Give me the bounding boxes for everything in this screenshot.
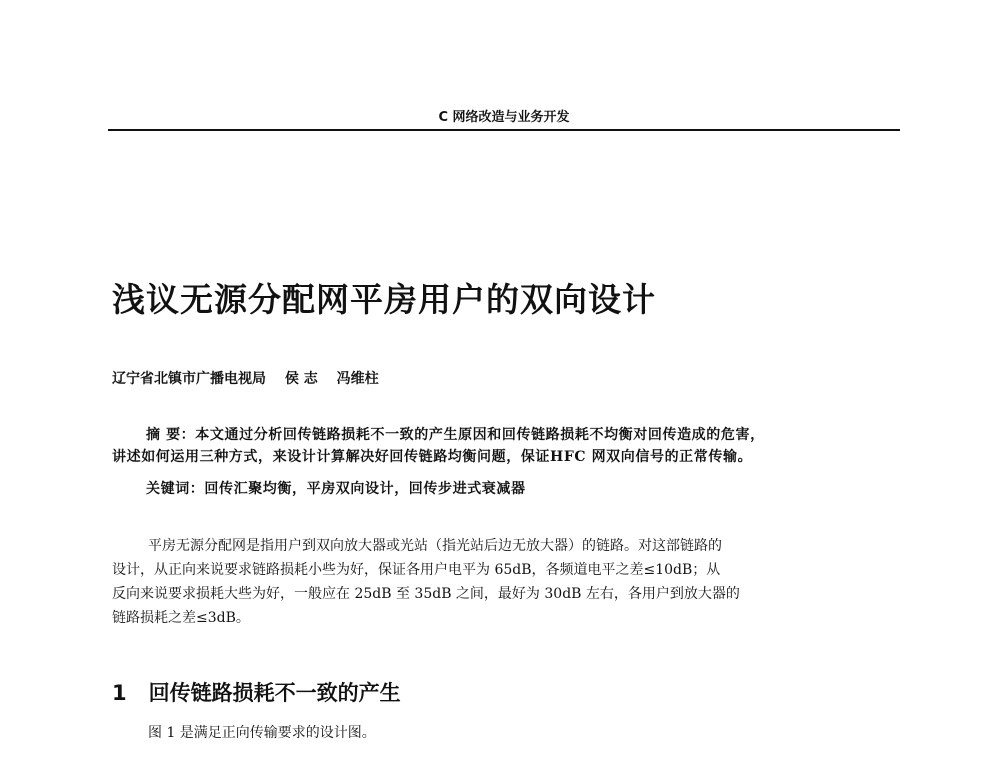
keywords: [146, 480, 526, 498]
author-1: 侯 志: [284, 371, 318, 387]
keywords-label: 关键词：: [146, 481, 205, 497]
abstract: [112, 424, 902, 468]
running-header: C 网络改造与业务开发: [438, 110, 570, 125]
section-number: 1: [112, 681, 127, 705]
intro-line-2: 设计，从正向来说要求链路损耗小些为好，保证各用户电平为 65dB，各频道电平之差≤10dB；从: [112, 562, 721, 578]
abstract-label: 摘 要：: [146, 427, 196, 443]
keywords-text: 回传汇聚均衡，平房双向设计，回传步进式衰减器: [204, 481, 526, 497]
header-rule: [108, 129, 900, 131]
section-1-paragraph: 图 1 是满足正向传输要求的设计图。: [148, 725, 376, 741]
section-1-heading: [112, 680, 401, 706]
affiliation: 辽宁省北镇市广播电视局: [112, 371, 266, 387]
abstract-text-1: 本文通过分析回传链路损耗不一致的产生原因和回传链路损耗不均衡对回传造成的危害，: [195, 427, 765, 443]
author-2: 冯维柱: [336, 371, 379, 387]
abstract-line-2: [112, 446, 902, 468]
intro-paragraph: [112, 534, 902, 630]
section-title: 回传链路损耗不一致的产生: [148, 681, 401, 705]
byline: [112, 370, 379, 388]
abstract-text-2: 讲述如何运用三种方式，来设计计算解决好回传链路均衡问题，保证HFC 网双向信号的正常传输。: [112, 449, 753, 465]
intro-line-3: 反向来说要求损耗大些为好，一般应在 25dB 至 35dB 之间，最好为 30dB 左右，各用户到放大器的: [112, 586, 740, 602]
intro-line-4: 链路损耗之差≤3dB。: [112, 610, 250, 626]
abstract-line-1: [112, 424, 902, 446]
article-title: 浅议无源分配网平房用户的双向设计: [112, 280, 656, 319]
intro-line-1: 平房无源分配网是指用户到双向放大器或光站（指光站后边无放大器）的链路。对这部链路的: [148, 538, 722, 554]
